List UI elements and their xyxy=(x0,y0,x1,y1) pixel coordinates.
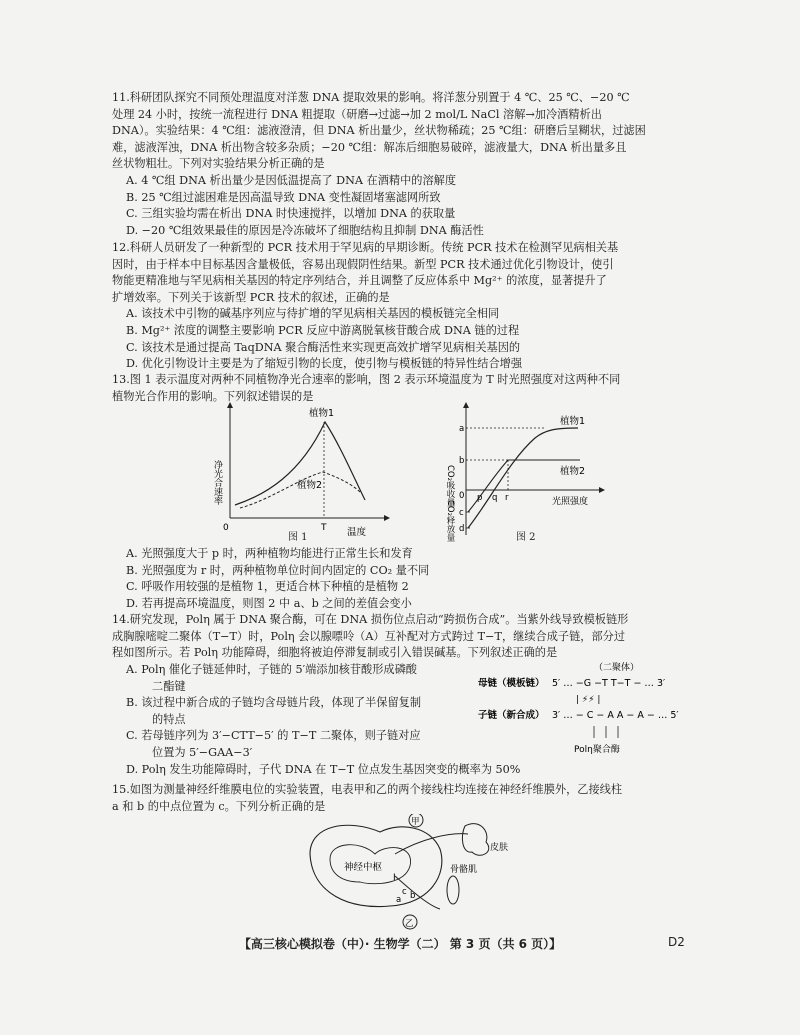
fig1-tick-T: T xyxy=(321,523,327,533)
figure-1 xyxy=(205,400,395,542)
q13-option-a: A. 光照强度大于 p 时，两种植物均能进行正常生长和发育 xyxy=(126,547,413,560)
fig1-ylabel: 净光合速率 xyxy=(212,460,222,505)
q11-stem-5: 丝状物粗壮。下列对实验结果分析正确的是 xyxy=(112,157,325,171)
fig2-b: b xyxy=(459,456,465,466)
q14-option-a-cont: 二酯键 xyxy=(152,679,186,693)
q14-stem-2: 成胸腺嘧啶二聚体（T−T）时，Polη 会以腺嘌呤（A）互补配对方式跨过 T−T，继续合成子链，部分过 xyxy=(112,629,626,643)
fig2-plant2-label: 植物2 xyxy=(560,466,586,477)
q13-option-c: C. 呼吸作用较强的是植物 1，更适合林下种植的是植物 2 xyxy=(126,580,409,594)
q15-stem-1: 15.如图为测量神经纤维膜电位的实验装置，电表甲和乙的两个接线柱均连接在神经纤维膜外，乙接线柱 xyxy=(112,783,623,796)
question-11 xyxy=(112,90,697,239)
point-a: a xyxy=(396,895,402,905)
fig2-p: p xyxy=(477,493,483,503)
muscle-label: 骨骼肌 xyxy=(450,865,478,875)
fig2-q: q xyxy=(492,493,498,503)
q11-stem-1: 11.科研团队探究不同预处理温度对洋葱 DNA 提取效果的影响。将洋葱分别置于 4 ℃、25 ℃、−20 ℃ xyxy=(112,91,630,104)
q12-option-b: B. Mg²⁺ 浓度的调整主要影响 PCR 反应中游离脱氧核苷酸合成 DNA 链的过程 xyxy=(126,323,520,337)
q11-option-d: D. −20 ℃组效果最佳的原因是冷冻破坏了细胞结构且抑制 DNA 酶活性 xyxy=(126,223,484,237)
q13-option-d: D. 若再提高环境温度，则图 2 中 a、b 之间的差值会变小 xyxy=(126,596,412,610)
point-c: c xyxy=(402,887,407,897)
q12-option-d: D. 优化引物设计主要是为了缩短引物的长度，使引物与模板链的特异性结合增强 xyxy=(126,357,523,371)
q11-stem-3: DNA）。实验结果：4 ℃组：滤液澄清，但 DNA 析出量少，丝状物稀疏；25 ℃组：研磨后呈糊状，过滤困 xyxy=(112,124,646,138)
fig2-origin: 0 xyxy=(459,491,465,501)
meter-yi-label: 乙 xyxy=(405,919,414,929)
q14-option-b: B. 该过程中新合成的子链均含母链片段，体现了半保留复制 xyxy=(126,696,422,710)
fig2-a: a xyxy=(459,424,465,434)
fig2-c: c xyxy=(459,508,464,518)
fig2-ylabel-up: CO₂吸收量 xyxy=(445,465,455,507)
q14-child-seq: 3′ … − C − A A − A − … 5′ xyxy=(552,710,679,721)
fig2-d: d xyxy=(459,524,465,534)
fig2-caption: 图 2 xyxy=(516,532,536,543)
q11-option-a: A. 4 ℃组 DNA 析出量少是因低温提高了 DNA 在酒精中的溶解度 xyxy=(126,173,457,187)
fig1-xlabel: 温度 xyxy=(347,527,367,538)
q13-stem-1: 13.图 1 表示温度对两种不同植物净光合速率的影响，图 2 表示环境温度为 T 时光照强度对这两种不同 xyxy=(112,373,621,386)
q14-mother-seq: 5′ … −G −T T−T − … 3′ xyxy=(552,678,666,689)
muscle-shape xyxy=(447,876,459,904)
fig1-plant1-label: 植物1 xyxy=(309,408,335,419)
q14-diagram xyxy=(476,660,698,760)
skin-label: 皮肤 xyxy=(490,843,509,853)
question-13-options xyxy=(112,546,697,612)
q14-option-c: C. 若母链序列为 3′−CTT−5′ 的 T−T 二聚体，则子链对应 xyxy=(126,729,421,743)
skin-shape xyxy=(462,824,488,856)
q11-stem-4: 难，滤液浑浊，DNA 析出物含较多杂质；−20 ℃组：解冻后细胞易破碎，滤液量大，DNA 析出量多且 xyxy=(112,140,627,154)
q14-stem-1: 14.研究发现，Polη 属于 DNA 聚合酶，可在 DNA 损伤位点启动“跨损伤合成”。当紫外线导致模板链形 xyxy=(112,613,629,626)
q12-option-a: A. 该技术中引物的碱基序列应与待扩增的罕见病相关基因的模板链完全相同 xyxy=(126,307,500,321)
q12-option-c: C. 该技术是通过提高 TaqDNA 聚合酶活性来实现更高效扩增罕见病相关基因的 xyxy=(126,340,521,354)
figure-2 xyxy=(440,400,605,542)
question-12 xyxy=(112,240,697,373)
fig2-plant1-label: 植物1 xyxy=(560,416,586,427)
question-15 xyxy=(112,782,697,815)
page-footer: 【高三核心模拟卷（中）· 生物学（二） 第 3 页（共 6 页）】 xyxy=(238,937,562,951)
q14-option-a: A. Polη 催化子链延伸时，子链的 5′端添加核苷酸形成磷酸 xyxy=(126,663,417,676)
q12-stem-1: 12.科研人员研发了一种新型的 PCR 技术用于罕见病的早期诊断。传统 PCR 技术在检测罕见病相关基 xyxy=(112,241,619,254)
q12-stem-4: 扩增效率。下列关于该新型 PCR 技术的叙述，正确的是 xyxy=(112,290,390,304)
fig2-xlabel: 光照强度 xyxy=(552,497,589,507)
point-b: b xyxy=(410,891,416,901)
fig1-plant2-label: 植物2 xyxy=(297,480,323,491)
q15-stem-2: a 和 b 的中点位置为 c。下列分析正确的是 xyxy=(112,799,326,813)
q12-stem-3: 物能更精准地与罕见病相关基因的特定序列结合，并且调整了反应体系中 Mg²⁺ 的浓度，显著提升了 xyxy=(112,274,607,288)
q12-stem-2: 因时，由于样本中目标基因含量极低，容易出现假阴性结果。新型 PCR 技术通过优化引物设计，使引 xyxy=(112,257,614,271)
q11-option-c: C. 三组实验均需在析出 DNA 时快速搅拌，以增加 DNA 的获取量 xyxy=(126,207,456,221)
q14-dimer-label: （二聚体） xyxy=(594,663,640,673)
q14-option-b-cont: 的特点 xyxy=(152,712,186,726)
q13-stem-2: 植物光合作用的影响。下列叙述错误的是 xyxy=(112,389,314,403)
q14-child-label: 子链（新合成） xyxy=(478,710,545,721)
q14-option-c-cont: 位置为 5′−GAA−3′ xyxy=(152,745,253,759)
fig1-plant1-curve xyxy=(235,422,365,505)
center-label: 神经中枢 xyxy=(344,862,383,873)
question-13 xyxy=(112,372,697,405)
question-14-option-d xyxy=(112,762,697,779)
q14-enzyme-label: Polη聚合酶 xyxy=(574,745,620,755)
fig1-origin: 0 xyxy=(223,523,229,533)
q14-bond-marks: | ⚡⚡ | xyxy=(576,695,601,705)
q11-option-b: B. 25 ℃组过滤困难是因高温导致 DNA 变性凝固堵塞滤网所致 xyxy=(126,190,441,204)
node-one: I xyxy=(393,873,396,883)
meter-jia-label: 甲 xyxy=(411,817,420,827)
q14-option-d: D. Polη 发生功能障碍时，子代 DNA 在 T−T 位点发生基因突变的概率为 50% xyxy=(126,763,521,776)
q13-option-b: B. 光照强度为 r 时，两种植物单位时间内固定的 CO₂ 量不同 xyxy=(126,563,430,577)
page-code: D2 xyxy=(668,935,685,949)
q11-stem-2: 处理 24 小时，按统一流程进行 DNA 粗提取（研磨→过滤→加 2 mol/L NaCl 溶解→加冷酒精析出 xyxy=(112,107,602,121)
q14-mother-label: 母链（模板链） xyxy=(478,678,545,689)
q15-diagram xyxy=(290,814,530,930)
fig2-r: r xyxy=(505,493,509,503)
fig2-ylabel-down: CO₂释放量 xyxy=(445,500,455,542)
question-14 xyxy=(112,612,697,662)
q14-stem-3: 程如图所示。若 Polη 功能障碍，细胞将被迫停滞复制或引入错误碱基。下列叙述正确的是 xyxy=(112,646,558,660)
fig2-plant1-curve xyxy=(468,428,578,528)
fig1-caption: 图 1 xyxy=(288,532,308,543)
